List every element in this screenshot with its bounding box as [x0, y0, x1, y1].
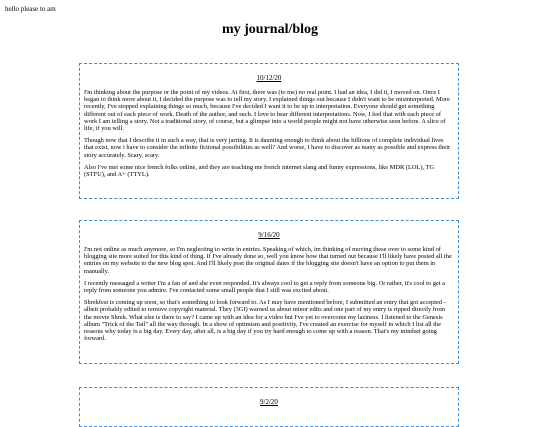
journal-entry [79, 63, 459, 199]
entry-paragraph: I'm not online as much anymore, so I'm neglecting to write in entries. Speaking of which, im thinking of moving these over to some kind of blogging site more suited for this kind of thing. If I've already done so, well you know how that turned out because I'll likely have posted all the entries on my website to the new blog spot. And I'll likely post the original dates if the blogging site doesn't have an option to put them in manually. [84, 246, 452, 275]
entry-paragraph: Shrekfest is coming up soon, so that's something to look forward to. As I may have mentioned before, I submitted an entry that got accepted - albeit probably edited to remove copyright material. They (3GI) warned us about minor edits and one part of my entry is ripped directly from the movie Shrek. What else is there to say? I came up with an idea for a video but I've yet to overcome my laziness. I listened to the Genesis album "Trick of the Tail" all the way through. In a show of optimism and positivity, I've created an exercise for myself in which I list all the reasons why today is a big day. Every day, after all, is a big day if you try hard enough to come up with a reason. That's my mindset going forward. [84, 299, 446, 343]
entry-paragraph: I'm thinking about the purpose or the point of my videos. At first, there was (to me) no real point. I had an idea, I did it, I moved on. Once I began to think more about it, I decided the purpose was to tell my story. I explained things out because I didn't want to be misinterpreted. More recently, I've stopped explaining things so much, because I've decided I want it to be up to interpretation. Everyone should get something different out of each piece of work. Death of the author, and such. I love to hear different interpretations. Now, I feel that with each piece of work I am telling a story. Not a traditional story, of course, but a glimpse into a world people might not have otherwise seen before. A slice of life, if you will. [84, 89, 450, 133]
top-greeting: hello please to am [5, 5, 56, 13]
entry-paragraph: I recently messaged a writer I'm a fan of and she even responded. It's always cool to get a reply from someone big. Or rather, it's cool to get a reply from someone you admire. I've contacted some small people that I still was excited about. [84, 279, 445, 295]
entry-date: 10/12/20 [256, 74, 282, 82]
journal-entry [79, 220, 459, 364]
page-title: my journal/blog [221, 22, 319, 37]
entry-paragraph: Though now that I describe it in such a way, that is very jarring. It is daunting enough to think about the billions of complete individual lives that exist, now i have to consider the infinite fictional possibilities as well? And worse, I have to discover as many as possible and express their story accurately. Scary, scary. [84, 137, 451, 159]
entry-date: 9/16/20 [258, 231, 280, 239]
entry-date: 9/2/20 [260, 398, 278, 406]
entry-paragraph: Also I've met some nice french folks online, and they are teaching me french internet slang and funny expressions, like MDR (LOL), TG (STFU), and A+ (TTYL). [84, 163, 435, 179]
journal-entry [79, 387, 459, 427]
